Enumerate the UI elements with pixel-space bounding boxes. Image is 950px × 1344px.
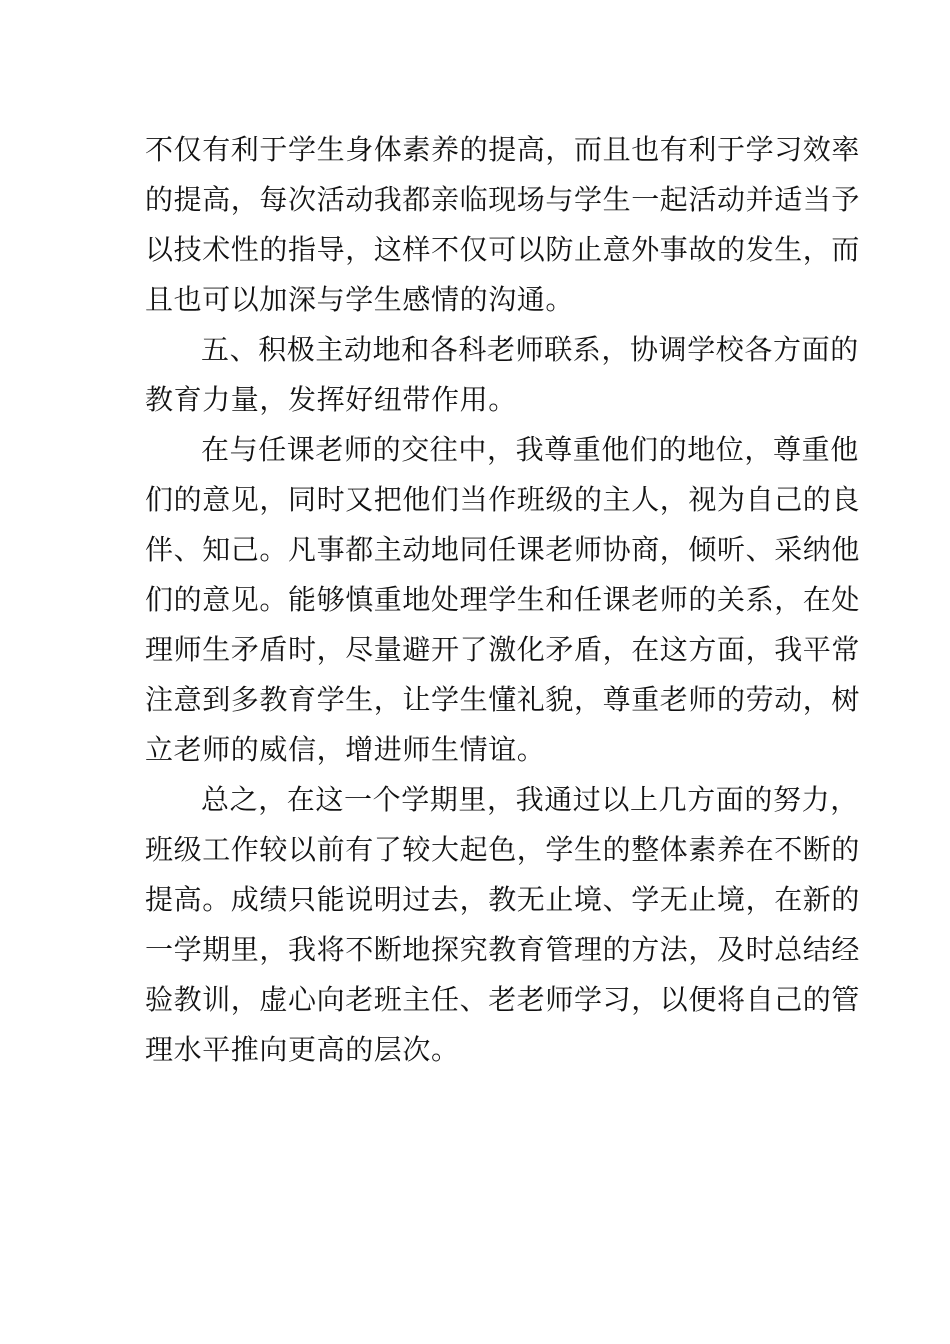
text-line: 立老师的威信，增进师生情谊。 [145,733,546,766]
text-line: 理师生矛盾时，尽量避开了激化矛盾，在这方面，我平常 [145,633,861,666]
text-line: 不仅有利于学生身体素养的提高，而且也有利于学习效率 [145,133,861,166]
text-line: 注意到多教育学生，让学生懂礼貌，尊重老师的劳动，树 [145,683,861,716]
text-line: 总之，在这一个学期里，我通过以上几方面的努力， [201,783,859,816]
paragraph-heading: 教育力量，发挥好纽带作用。 [145,383,517,416]
text-line: 提高。成绩只能说明过去，教无止境、学无止境，在新的 [145,883,861,916]
text-line: 验教训，虚心向老班主任、老老师学习，以便将自己的管 [145,983,861,1016]
text-line: 且也可以加深与学生感情的沟通。 [145,283,575,316]
text-line: 班级工作较以前有了较大起色，学生的整体素养在不断的 [145,833,861,866]
text-line: 以技术性的指导，这样不仅可以防止意外事故的发生，而 [145,233,861,266]
text-line: 理水平推向更高的层次。 [145,1033,460,1066]
text-line: 伴、知己。凡事都主动地同任课老师协商，倾听、采纳他 [145,533,861,566]
text-line: 一学期里，我将不断地探究教育管理的方法，及时总结经 [145,933,861,966]
text-line: 们的意见，同时又把他们当作班级的主人，视为自己的良 [145,483,861,516]
text-line: 们的意见。能够慎重地处理学生和任课老师的关系，在处 [145,583,861,616]
text-line: 的提高，每次活动我都亲临现场与学生一起活动并适当予 [145,183,861,216]
text-line: 在与任课老师的交往中，我尊重他们的地位，尊重他 [201,433,859,466]
paragraph-heading: 五、积极主动地和各科老师联系，协调学校各方面的 [201,333,859,366]
